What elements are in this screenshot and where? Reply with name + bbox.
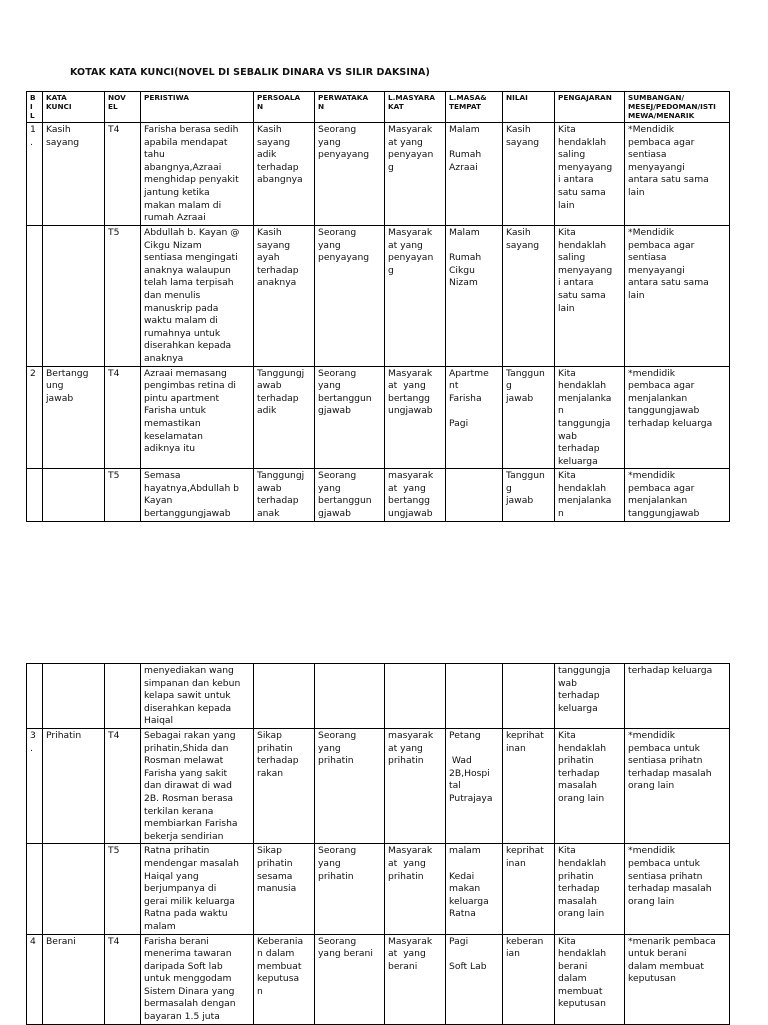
cell-nilai: keprihat inan — [503, 729, 555, 844]
cell-perwatakan: Seorang yang bertanggun gjawab — [315, 366, 385, 469]
cell-nilai: Tanggun g jawab — [503, 469, 555, 521]
cell-masyarakat: masyarak at yang bertangg ungjawab — [385, 469, 446, 521]
cell-perwatakan: Seorang yang prihatin — [315, 729, 385, 844]
cell-novel: T4 — [105, 934, 141, 1024]
cell-pengajaran: tanggungja wab terhadap keluarga — [555, 664, 625, 729]
cell-masa-tempat: Malam Rumah Cikgu Nizam — [446, 226, 503, 367]
cell-masa-tempat — [446, 664, 503, 729]
cell-masa-tempat: Apartme nt Farisha Pagi — [446, 366, 503, 469]
cell-kata-kunci — [43, 664, 105, 729]
cell-masyarakat: Masyarak at yang penyayan g — [385, 226, 446, 367]
cell-bil: 3 . — [27, 729, 43, 844]
cell-pengajaran: Kita hendaklah prihatin terhadap masalah orang lain — [555, 844, 625, 934]
cell-bil — [27, 226, 43, 367]
cell-nilai — [503, 664, 555, 729]
cell-persoalan — [254, 664, 315, 729]
cell-pengajaran: Kita hendaklah saling menyayang i antara satu sama lain — [555, 226, 625, 367]
cell-bil: 2 — [27, 366, 43, 469]
cell-masa-tempat: Petang Wad 2B,Hospi tal Putrajaya — [446, 729, 503, 844]
cell-sumbangan: *mendidik pembaca untuk sentiasa prihatn terhadap masalah orang lain — [625, 729, 730, 844]
cell-peristiwa: Semasa hayatnya,Abdullah b Kayan bertanggungjawab — [141, 469, 254, 521]
header-masa-tempat: L.MASA& TEMPAT — [446, 92, 503, 123]
header-kata-kunci: KATA KUNCI — [43, 92, 105, 123]
header-perwatakan: PERWATAKA N — [315, 92, 385, 123]
cell-masyarakat — [385, 664, 446, 729]
cell-sumbangan: *menarik pembaca untuk berani dalam membuat keputusan — [625, 934, 730, 1024]
cell-bil — [27, 469, 43, 521]
header-pengajaran: PENGAJARAN — [555, 92, 625, 123]
cell-perwatakan: Seorang yang penyayang — [315, 226, 385, 367]
cell-persoalan: Tanggungj awab terhadap anak — [254, 469, 315, 521]
cell-nilai: Tanggun g jawab — [503, 366, 555, 469]
cell-novel: T4 — [105, 366, 141, 469]
table-row — [27, 123, 730, 226]
cell-kata-kunci: Prihatin — [43, 729, 105, 844]
cell-kata-kunci: Bertangg ung jawab — [43, 366, 105, 469]
cell-masyarakat: Masyarak at yang bertangg ungjawab — [385, 366, 446, 469]
cell-novel: T5 — [105, 226, 141, 367]
cell-novel — [105, 664, 141, 729]
table-row — [27, 366, 730, 469]
cell-peristiwa: Sebagai rakan yang prihatin,Shida dan Rosman melawat Farisha yang sakit dan dirawat di wad 2B. Rosman berasa terkilan kerana membiarkan Farisha bekerja sendirian — [141, 729, 254, 844]
table-row — [27, 226, 730, 367]
cell-sumbangan: *mendidik pembaca agar menjalankan tanggungjawab — [625, 469, 730, 521]
cell-perwatakan: Seorang yang prihatin — [315, 844, 385, 934]
cell-peristiwa: Farisha berani menerima tawaran daripada Soft lab untuk menggodam Sistem Dinara yang bermasalah dengan bayaran 1.5 juta — [141, 934, 254, 1024]
table-row — [27, 664, 730, 729]
cell-peristiwa: menyediakan wang simpanan dan kebun kelapa sawit untuk diserahkan kepada Haiqal — [141, 664, 254, 729]
table-row — [27, 469, 730, 521]
keyword-table-page-2 — [26, 663, 730, 1025]
cell-masa-tempat — [446, 469, 503, 521]
cell-bil — [27, 844, 43, 934]
cell-peristiwa: Azraai memasang pengimbas retina di pintu apartment Farisha untuk memastikan keselamatan adiknya itu — [141, 366, 254, 469]
cell-novel: T4 — [105, 729, 141, 844]
cell-perwatakan: Seorang yang bertanggun gjawab — [315, 469, 385, 521]
header-persoalan: PERSOALA N — [254, 92, 315, 123]
table-header-row — [27, 92, 730, 123]
cell-pengajaran: Kita hendaklah saling menyayang i antara satu sama lain — [555, 123, 625, 226]
cell-novel: T4 — [105, 123, 141, 226]
cell-peristiwa: Farisha berasa sedih apabila mendapat tahu abangnya,Azraai menghidap penyakit jantung ketika makan malam di rumah Azraai — [141, 123, 254, 226]
cell-persoalan: Sikap prihatin terhadap rakan — [254, 729, 315, 844]
keyword-table-page-1 — [26, 91, 730, 522]
cell-persoalan: Sikap prihatin sesama manusia — [254, 844, 315, 934]
cell-pengajaran: Kita hendaklah berani dalam membuat keputusan — [555, 934, 625, 1024]
cell-novel: T5 — [105, 844, 141, 934]
cell-kata-kunci — [43, 226, 105, 367]
header-sumbangan: SUMBANGAN/ MESEJ/PEDOMAN/ISTI MEWA/MENARIK — [625, 92, 730, 123]
cell-sumbangan: terhadap keluarga — [625, 664, 730, 729]
cell-masa-tempat: malam Kedai makan keluarga Ratna — [446, 844, 503, 934]
cell-pengajaran: Kita hendaklah menjalanka n — [555, 469, 625, 521]
cell-masyarakat: Masyarak at yang prihatin — [385, 844, 446, 934]
document-title: KOTAK KATA KUNCI(NOVEL DI SEBALIK DINARA VS SILIR DAKSINA) — [70, 67, 430, 78]
cell-perwatakan — [315, 664, 385, 729]
cell-kata-kunci — [43, 469, 105, 521]
cell-sumbangan: *Mendidik pembaca agar sentiasa menyayangi antara satu sama lain — [625, 226, 730, 367]
cell-persoalan: Kasih sayang ayah terhadap anaknya — [254, 226, 315, 367]
cell-masyarakat: masyarak at yang prihatin — [385, 729, 446, 844]
header-peristiwa: PERISTIWA — [141, 92, 254, 123]
cell-nilai: keberan ian — [503, 934, 555, 1024]
cell-peristiwa: Abdullah b. Kayan @ Cikgu Nizam sentiasa mengingati anaknya walaupun telah lama terpisah dan menulis manuskrip pada waktu malam di rumahnya untuk diserahkan kepada anaknya — [141, 226, 254, 367]
cell-kata-kunci — [43, 844, 105, 934]
cell-masa-tempat: Malam Rumah Azraai — [446, 123, 503, 226]
cell-pengajaran: Kita hendaklah prihatin terhadap masalah orang lain — [555, 729, 625, 844]
header-novel: NOV EL — [105, 92, 141, 123]
cell-sumbangan: *mendidik pembaca untuk sentiasa prihatn terhadap masalah orang lain — [625, 844, 730, 934]
cell-kata-kunci: Berani — [43, 934, 105, 1024]
cell-sumbangan: *mendidik pembaca agar menjalankan tanggungjawab terhadap keluarga — [625, 366, 730, 469]
cell-nilai: keprihat inan — [503, 844, 555, 934]
cell-pengajaran: Kita hendaklah menjalanka n tanggungja wab terhadap keluarga — [555, 366, 625, 469]
cell-bil: 4 — [27, 934, 43, 1024]
cell-sumbangan: *Mendidik pembaca agar sentiasa menyayangi antara satu sama lain — [625, 123, 730, 226]
table-row — [27, 729, 730, 844]
cell-peristiwa: Ratna prihatin mendengar masalah Haiqal yang berjumpanya di gerai milik keluarga Ratna pada waktu malam — [141, 844, 254, 934]
cell-bil: 1 . — [27, 123, 43, 226]
table-row — [27, 934, 730, 1024]
cell-bil — [27, 664, 43, 729]
cell-nilai: Kasih sayang — [503, 226, 555, 367]
header-masyarakat: L.MASYARA KAT — [385, 92, 446, 123]
header-nilai: NILAI — [503, 92, 555, 123]
cell-kata-kunci: Kasih sayang — [43, 123, 105, 226]
cell-masyarakat: Masyarak at yang berani — [385, 934, 446, 1024]
cell-persoalan: Keberania n dalam membuat keputusa n — [254, 934, 315, 1024]
cell-persoalan: Kasih sayang adik terhadap abangnya — [254, 123, 315, 226]
cell-persoalan: Tanggungj awab terhadap adik — [254, 366, 315, 469]
cell-masa-tempat: Pagi Soft Lab — [446, 934, 503, 1024]
cell-masyarakat: Masyarak at yang penyayan g — [385, 123, 446, 226]
cell-novel: T5 — [105, 469, 141, 521]
cell-perwatakan: Seorang yang penyayang — [315, 123, 385, 226]
cell-perwatakan: Seorang yang berani — [315, 934, 385, 1024]
cell-nilai: Kasih sayang — [503, 123, 555, 226]
table-row — [27, 844, 730, 934]
header-bil: B I L — [27, 92, 43, 123]
